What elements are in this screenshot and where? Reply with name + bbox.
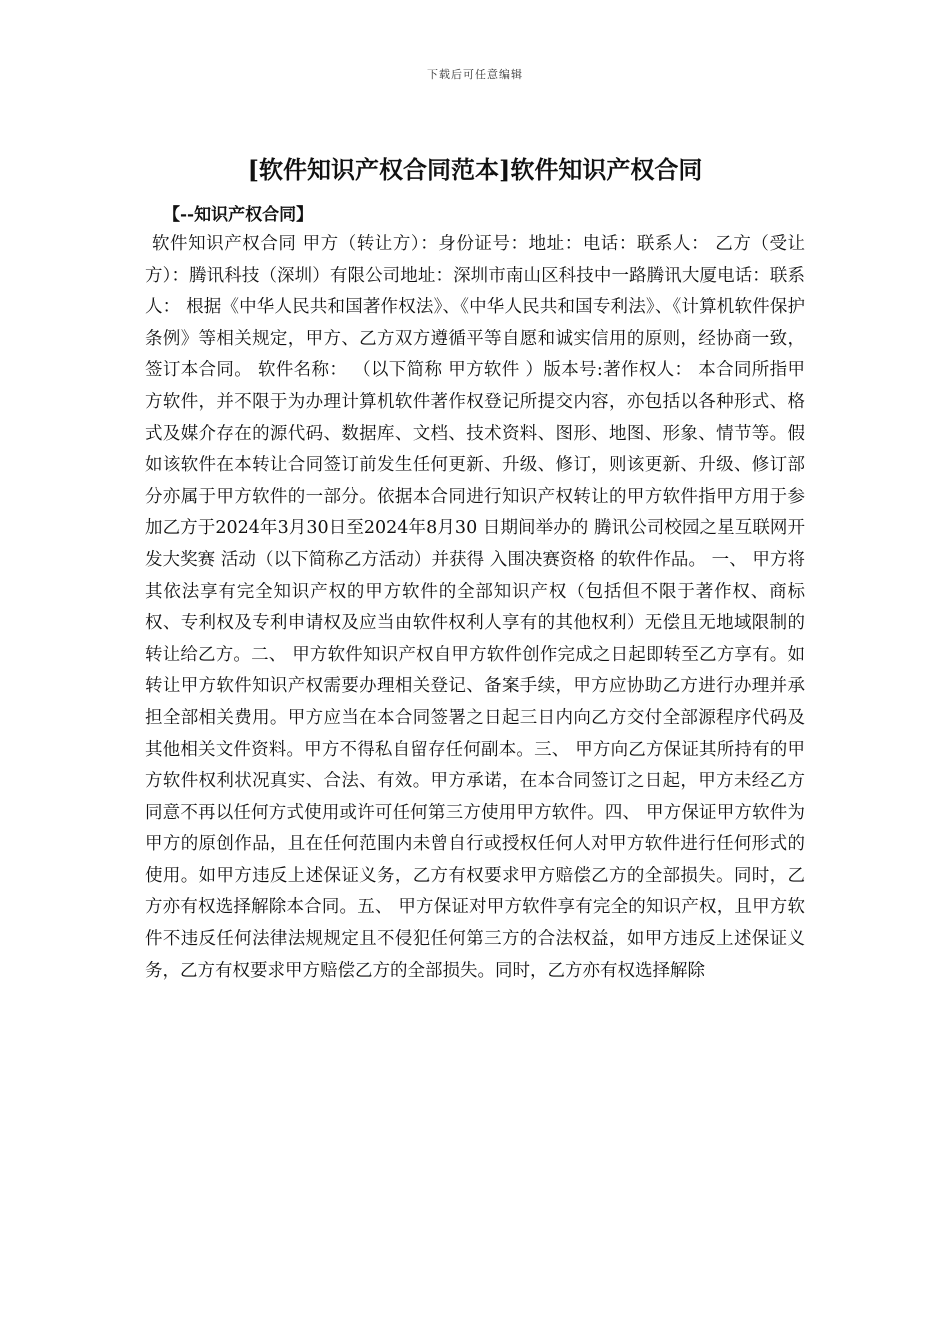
document-title: [软件知识产权合同范本]软件知识产权合同 [247,155,703,184]
download-note: 下载后可任意编辑 [427,68,523,81]
contract-body: 软件知识产权合同 甲方（转让方）：身份证号：地址：电话：联系人： 乙方（受让方）：腾讯科技（深圳）有限公司地址：深圳市南山区科技中一路腾讯大厦电话：联系人： 根据《中华人民共和国著作权法》、《中华人民共和国专利法》、《计算机软件保护条例》等相关规定，甲方、乙方双方遵循平等自愿和诚实信用的原则，经协商一致，签订本合同。 软件名称： （以下简称 甲方软件 ）版本号:著作权人： 本合同所指甲方软件，并不限于为办理计算机软件著作权登记所提交内容，亦包括以各种形式、格式及媒介存在的源代码、数据库、文档、技术资料、图形、地图、形象、情节等。假如该软件在本转让合同签订前发生任何更新、升级、修订，则该更新、升级、修订部分亦属于甲方软件的一部分。依据本合同进行知识产权转让的甲方软件指甲方用于参加乙方于2024年3月30日至2024年8月30 日期间举办的 腾讯公司校园之星互联网开发大奖赛 活动（以下简称乙方活动）并获得 入围决赛资格 的软件作品。 一、 甲方将其依法享有完全知识产权的甲方软件的全部知识产权（包括但不限于著作权、商标权、专利权及专利申请权及应当由软件权利人享有的其他权利）无偿且无地域限制的转让给乙方。二、 甲方软件知识产权自甲方软件创作完成之日起即转至乙方享有。如转让甲方软件知识产权需要办理相关登记、备案手续，甲方应协助乙方进行办理并承担全部相关费用。甲方应当在本合同签署之日起三日内向乙方交付全部源程序代码及其他相关文件资料。甲方不得私自留存任何副本。三、 甲方向乙方保证其所持有的甲方软件权利状况真实、合法、有效。甲方承诺，在本合同签订之日起，甲方未经乙方同意不再以任何方式使用或许可任何第三方使用甲方软件。四、 甲方保证甲方软件为甲方的原创作品，且在任何范围内未曾自行或授权任何人对甲方软件进行任何形式的使用。如甲方违反上述保证义务，乙方有权要求甲方赔偿乙方的全部损失。同时，乙方亦有权选择解除本合同。五、 甲方保证对甲方软件享有完全的知识产权，且甲方软件不违反任何法律法规规定且不侵犯任何第三方的合法权益，如甲方违反上述保证义务，乙方有权要求甲方赔偿乙方的全部损失。同时，乙方亦有权选择解除 [145,234,805,981]
document-subtitle: 【--知识产权合同】 [163,205,314,225]
